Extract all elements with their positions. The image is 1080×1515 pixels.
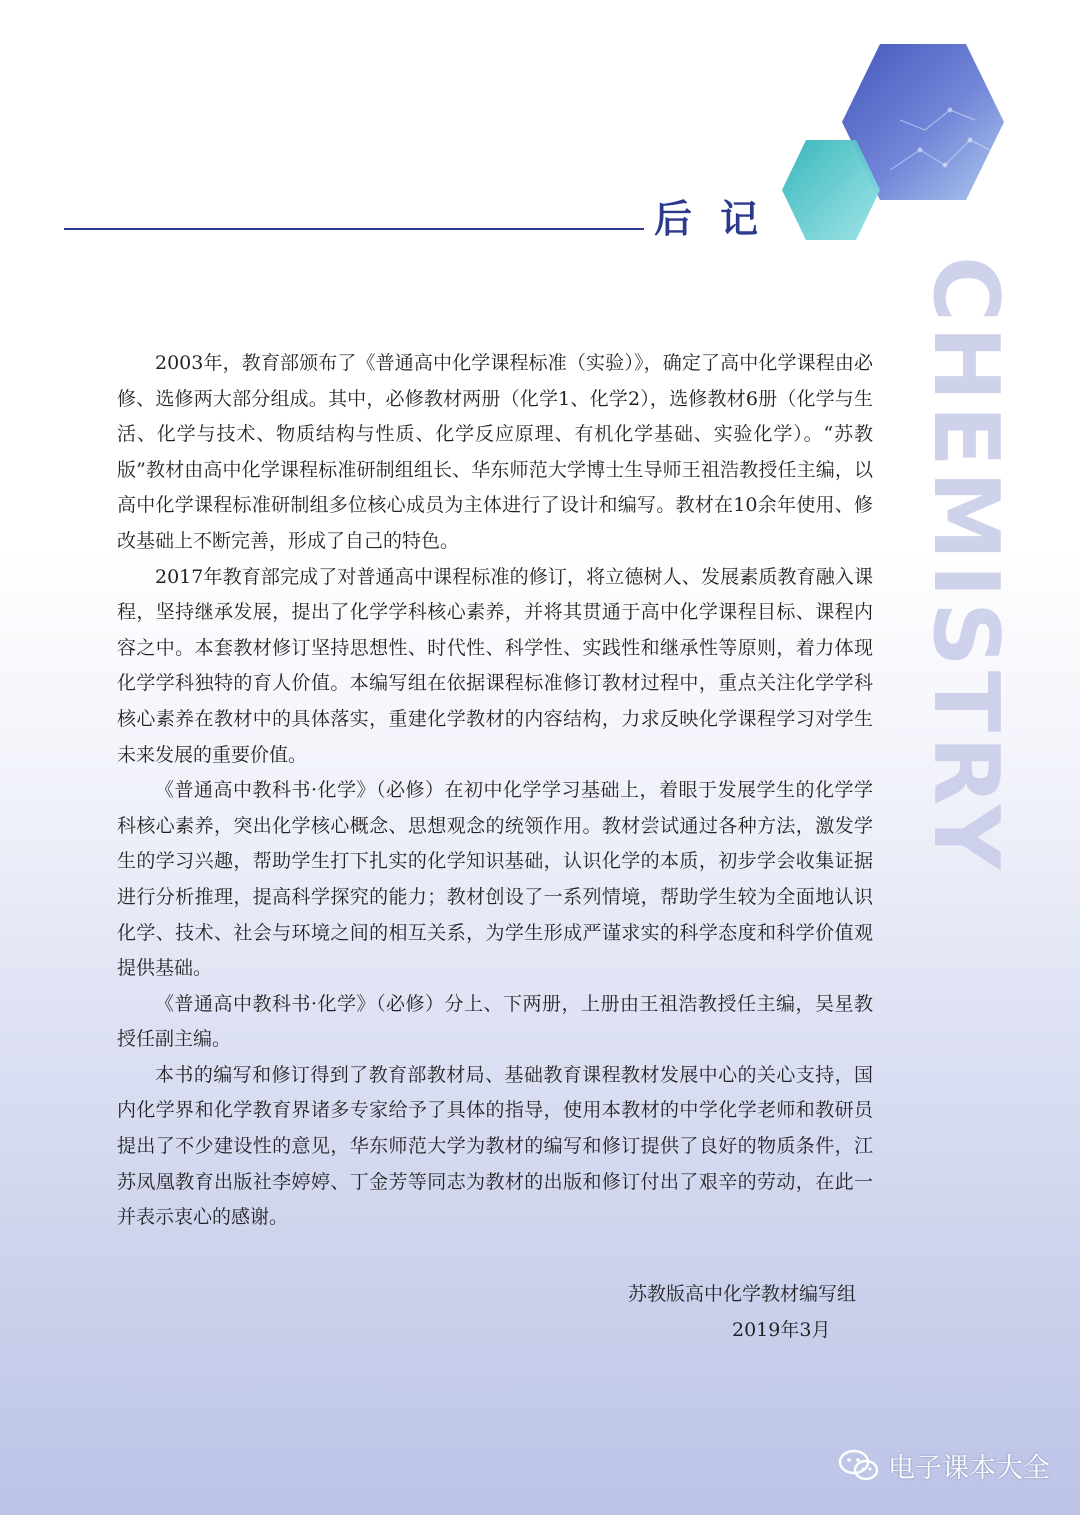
signature-date: 2019年3月: [732, 1319, 831, 1341]
page-title: 后记: [654, 197, 787, 241]
afterword-body: [117, 346, 873, 1236]
paragraph-2: 2017年教育部完成了对普通高中课程标准的修订，将立德树人、发展素质教育融入课程，坚持继承发展，提出了化学学科核心素养，并将其贯通于高中化学课程目标、课程内容之中。本套教材修订坚持思想性、时代性、科学性、实践性和继承性等原则，着力体现化学学科独特的育人价值。本编写组在依据课程标准修订教材过程中，重点关注化学学科核心素养在教材中的具体落实，重建化学教材的内容结构，力求反映化学课程学习对学生未来发展的重要价值。: [117, 565, 873, 766]
signature-organization: 苏教版高中化学教材编写组: [628, 1283, 857, 1305]
title-rule: [64, 228, 644, 230]
paragraph-3: 《普通高中教科书·化学》（必修）在初中化学学习基础上，着眼于发展学生的化学学科核心素养，突出化学核心概念、思想观念的统领作用。教材尝试通过各种方法，激发学生的学习兴趣，帮助学生打下扎实的化学知识基础，认识化学的本质，初步学会收集证据进行分析推理，提高科学探究的能力；教材创设了一系列情境，帮助学生较为全面地认识化学、技术、社会与环境之间的相互关系，为学生形成严谨求实的科学态度和科学价值观提供基础。: [117, 779, 873, 980]
wechat-icon: [838, 1449, 880, 1483]
paragraph-4: 《普通高中教科书·化学》（必修）分上、下两册，上册由王祖浩教授任主编，吴星教授任副主编。: [117, 992, 873, 1051]
paragraph-1: 2003年，教育部颁布了《普通高中化学课程标准（实验）》，确定了高中化学课程由必修、选修两大部分组成。其中，必修教材两册（化学1、化学2），选修教材6册（化学与生活、化学与技术、物质结构与性质、化学反应原理、有机化学基础、实验化学）。“苏教版”教材由高中化学课程标准研制组组长、华东师范大学博士生导师王祖浩教授任主编，以高中化学课程标准研制组多位核心成员为主体进行了设计和编写。教材在10余年使用、修改基础上不断完善，形成了自己的特色。: [117, 352, 873, 552]
paragraph-5: 本书的编写和修订得到了教育部教材局、基础教育课程教材发展中心的关心支持，国内化学界和化学教育界诸多专家给予了具体的指导，使用本教材的中学化学老师和教研员提出了不少建设性的意见，华东师范大学为教材的编写和修订提供了良好的物质条件，江苏凤凰教育出版社李婷婷、丁金芳等同志为教材的出版和修订付出了艰辛的劳动，在此一并表示衷心的感谢。: [117, 1063, 873, 1229]
signature-block: [620, 1276, 880, 1348]
watermark-text: 电子课本大全: [888, 1453, 1050, 1484]
watermark: [838, 1446, 1050, 1485]
hexagon-decoration: [0, 0, 1080, 260]
chemistry-side-word: CHEMISTRY: [913, 256, 1018, 874]
